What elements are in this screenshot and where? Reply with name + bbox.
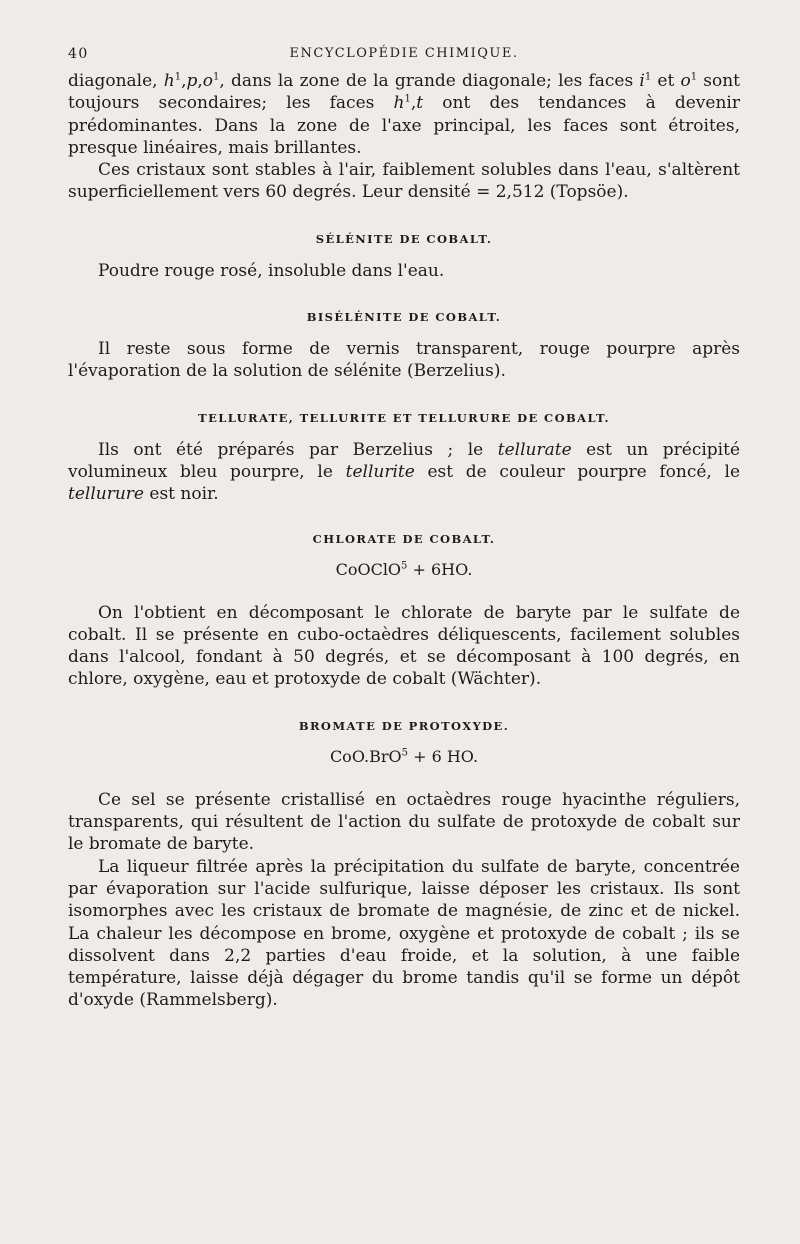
chlorate-paragraph: On l'obtient en décomposant le chlorate de baryte par le sulfate de cobalt. Il se présente en cubo-octaèdres déliquescents, facilement solubles dans l'alcool, fondant à 50 degrés, et se décomposant à 100 degrés, en chlore, oxygène, eau et protoxyde de cobalt (Wächter).	[68, 602, 740, 690]
section-title-selenite: SÉLÉNITE DE COBALT.	[315, 231, 493, 246]
page-number: 40	[68, 46, 89, 62]
intro-paragraph-crystal-faces: diagonale, $h^1,p,o^1$, dans la zone de la grande diagonale; les faces $i^1$ et $o^1$ sont toujours secondaires; les faces $h^1,t$ ont des tendances à devenir prédominantes. Dans la zone de l'axe principal, les faces sont étroites, presque linéaires, mais brillantes.	[68, 71, 740, 158]
tellurate-paragraph: Ils ont été préparés par Berzelius ; le tellurate est un précipité volumineux bleu pourpre, le tellurite est de couleur pourpre foncé, le tellurure est noir.	[68, 439, 741, 505]
bromate-formula: CoO.BrO$^5$ + 6 HO.	[329, 746, 479, 766]
term-tellurite: tellurite	[345, 461, 415, 482]
biselenite-paragraph: Il reste sous forme de vernis transparent, rouge pourpre après l'évaporation de la solution de sélénite (Berzelius).	[68, 339, 740, 382]
intro-paragraph-stability: Ces cristaux sont stables à l'air, faiblement solubles dans l'eau, s'altèrent superficiellement vers 60 degrés. Leur densité = 2,512 (Topsöe).	[68, 160, 740, 203]
section-title-chlorate: CHLORATE DE COBALT.	[312, 531, 496, 546]
section-title-bromate: BROMATE DE PROTOXYDE.	[298, 718, 510, 733]
section-title-biselenite: BISÉLÉNITE DE COBALT.	[306, 310, 502, 325]
term-tellurure: tellurure	[68, 484, 144, 505]
bromate-paragraph-2: La liqueur filtrée après la précipitation du sulfate de baryte, concentrée par évaporation sur l'acide sulfurique, laisse déposer les cristaux. Ils sont isomorphes avec les cristaux de bromate de magnésie, de zinc et de nickel. La chaleur les décompose en brome, oxygène et protoxyde de cobalt ; ils se dissolvent dans 2,2 parties d'eau froide, et la solution, à une faible température, laisse déjà dégager du brome tandis qu'il se forme un dépôt d'oxyde (Rammelsberg).	[68, 856, 740, 1011]
running-title: ENCYCLOPÉDIE CHIMIQUE.	[289, 46, 519, 61]
section-title-tellurate: TELLURATE, TELLURITE ET TELLURURE DE COBALT.	[198, 410, 610, 425]
selenite-paragraph: Poudre rouge rosé, insoluble dans l'eau.	[98, 260, 445, 281]
running-header	[68, 38, 740, 68]
term-tellurate: tellurate	[497, 439, 572, 460]
bromate-paragraph-1: Ce sel se présente cristallisé en octaèdres rouge hyacinthe réguliers, transparents, qui résultent de l'action du sulfate de protoxyde de cobalt sur le bromate de baryte.	[68, 789, 740, 855]
chlorate-formula: CoOClO$^5$ + 6HO.	[335, 559, 473, 579]
